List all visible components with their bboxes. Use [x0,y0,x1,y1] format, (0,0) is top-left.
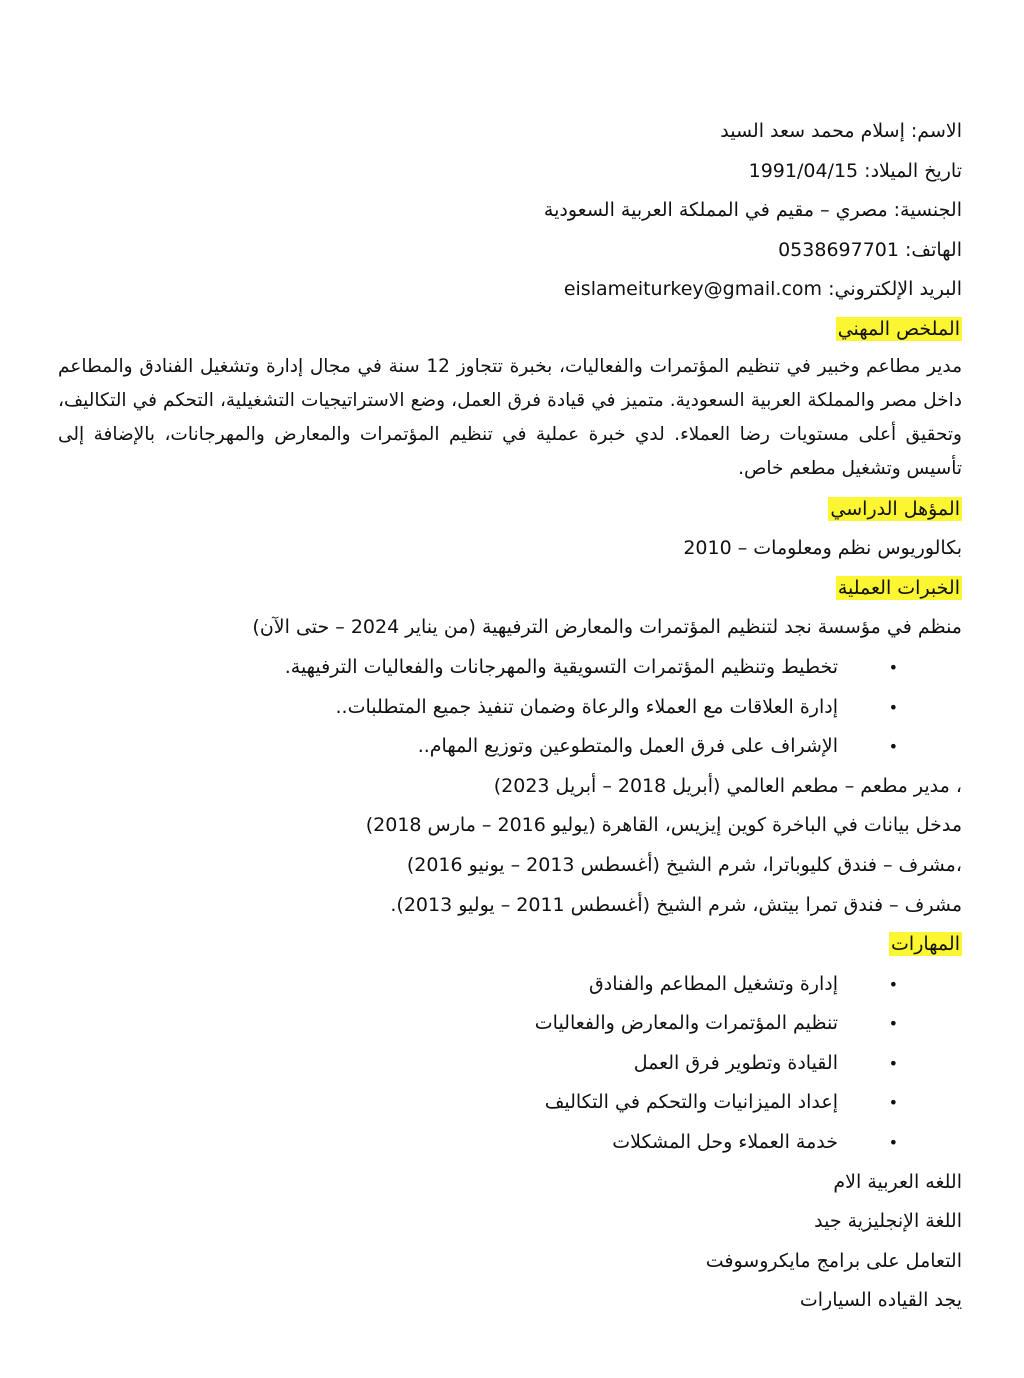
nationality-line: الجنسية: مصري – مقيم في المملكة العربية السعودية [543,199,962,222]
experience-heading: الخبرات العملية [837,576,960,599]
bullet-icon: • [888,697,898,717]
duty-text: تخطيط وتنظيم المؤتمرات التسويقية والمهرجانات والفعاليات الترفيهية. [284,655,838,678]
summary-heading: الملخص المهني [837,317,960,340]
education-heading-row [58,490,962,530]
extra-skill: يجد القياده السيارات [799,1289,962,1312]
bullet-icon: • [888,657,898,677]
bullet-icon: • [888,1093,898,1113]
list-item [58,1004,962,1044]
list-item [58,1123,962,1163]
skill-text: تنظيم المؤتمرات والمعارض والفعاليات [534,1012,838,1035]
list-item [58,1083,962,1123]
skill-text: إعداد الميزانيات والتحكم في التكاليف [544,1091,838,1114]
education-heading: المؤهل الدراسي [830,497,960,520]
previous-role: ، مدير مطعم – مطعم العالمي (أبريل 2018 – أبريل 2023) [493,774,962,797]
birth-date-line: تاريخ الميلاد: 1991/04/15 [748,159,962,182]
previous-role: ،مشرف – فندق كليوباترا، شرم الشيخ (أغسطس 2013 – يونيو 2016) [406,853,962,876]
duty-text: إدارة العلاقات مع العملاء والرعاة وضمان تنفيذ جميع المتطلبات.. [335,695,838,718]
bullet-icon: • [888,1053,898,1073]
list-item [58,965,962,1005]
current-role: منظم في مؤسسة نجد لتنظيم المؤتمرات والمعارض الترفيهية (من يناير 2024 – حتى الآن) [252,616,962,639]
previous-role: مدخل بيانات في الباخرة كوين إيزيس، القاهرة (يوليو 2016 – مارس 2018) [365,814,962,837]
summary-heading-row [58,310,962,350]
education-degree: بكالوريوس نظم ومعلومات – 2010 [683,537,962,560]
bullet-icon: • [888,974,898,994]
duty-text: الإشراف على فرق العمل والمتطوعين وتوزيع المهام.. [417,735,838,758]
list-item [58,727,962,767]
skills-heading: المهارات [891,933,960,956]
list-item [58,1044,962,1084]
summary-paragraph: مدير مطاعم وخبير في تنظيم المؤتمرات والفعاليات، بخبرة تتجاوز 12 سنة في مجال إدارة وتشغيل الفنادق والمطاعم داخل مصر والمملكة العربية السعودية. متميز في قيادة فرق العمل، وضع الاستراتيجيات التشغيلية، التحكم في التكاليف، وتحقيق أعلى مستويات رضا العملاء. لدي خبرة عملية في تنظيم المؤتمرات والمعارض والمهرجانات، بالإضافة إلى تأسيس وتشغيل مطعم خاص. [58,355,962,479]
experience-heading-row [58,569,962,609]
bullet-icon: • [888,1014,898,1034]
skills-heading-row [58,925,962,965]
resume-document [58,112,962,1321]
email-value: eislameiturkey@gmail.com [563,278,823,301]
extra-skill: التعامل على برامج مايكروسوفت [705,1249,962,1272]
list-item [58,648,962,688]
previous-role: مشرف – فندق تمرا بيتش، شرم الشيخ (أغسطس 2011 – يوليو 2013). [390,893,962,916]
skills-list [58,965,962,1163]
list-item [58,688,962,728]
extra-skill: اللغه العربية الام [833,1170,962,1193]
skill-text: القيادة وتطوير فرق العمل [633,1051,838,1074]
extra-skill: اللغة الإنجليزية جيد [814,1210,962,1233]
skill-text: إدارة وتشغيل المطاعم والفنادق [589,972,838,995]
skill-text: خدمة العملاء وحل المشكلات [612,1131,838,1154]
email-line [58,270,962,310]
name-line: الاسم: إسلام محمد سعد السيد [720,120,962,142]
bullet-icon: • [888,1133,898,1153]
email-label: البريد الإلكتروني: [828,278,962,301]
bullet-icon: • [888,737,898,757]
duties-list [58,648,962,767]
phone-line: الهاتف: 0538697701 [778,238,962,261]
